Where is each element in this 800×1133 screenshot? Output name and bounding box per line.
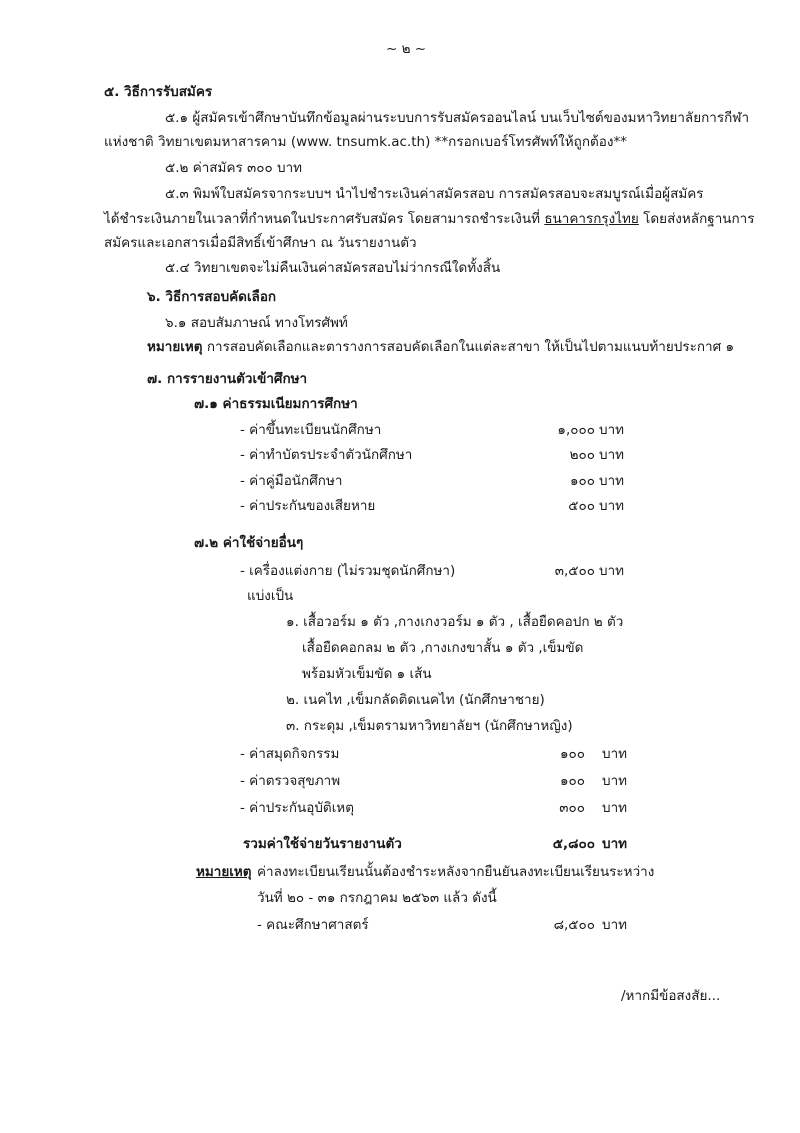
continuation-text: /หากมีข้อสงสัย...	[621, 988, 721, 1004]
bank-name: ธนาคารกรุงไทย	[544, 211, 639, 227]
fee-amount: ๑๐๐	[569, 473, 595, 489]
other-unit: บาท	[602, 746, 628, 762]
fee-unit: บาท	[599, 498, 625, 514]
fee-unit: บาท	[599, 473, 625, 489]
other-expenses-heading: ๗.๒ ค่าใช้จ่ายอื่นๆ	[194, 535, 304, 551]
s7-note-line2: วันที่ ๒๐ - ๓๑ กรกฎาคม ๒๕๖๓ แล้ว ดังนี้	[257, 890, 497, 906]
s7-note-label: หมายเหตุ	[196, 864, 252, 880]
total-label: รวมค่าใช้จ่ายวันรายงานตัว	[243, 836, 402, 852]
s7-note-line1: ค่าลงทะเบียนเรียนนั้นต้องชำระหลังจากยืนยันลงทะเบียนเรียนระหว่าง	[257, 864, 655, 880]
total-amount: ๕,๘๐๐	[552, 836, 595, 852]
fees-heading: ๗.๑ ค่าธรรมเนียมการศึกษา	[194, 396, 358, 412]
split-label: แบ่งเป็น	[247, 588, 294, 604]
s5-item3-line2-b: โดยส่งหลักฐานการ	[638, 211, 755, 227]
section-7-heading: ๗. การรายงานตัวเข้าศึกษา	[147, 371, 308, 387]
fee-amount: ๑,๐๐๐	[557, 422, 595, 438]
section-6-heading: ๖. วิธีการสอบคัดเลือก	[147, 289, 277, 305]
s5-item2: ๕.๒ ค่าสมัคร ๓๐๐ บาท	[165, 160, 303, 176]
s5-item3-line2	[104, 207, 755, 229]
fee-amount: ๒๐๐	[569, 447, 595, 463]
s5-item3-line1: ๕.๓ พิมพ์ใบสมัครจากระบบฯ นำไปชำระเงินค่าสมัครสอบ การสมัครสอบจะสมบูรณ์เมื่อผู้สมัคร	[165, 186, 704, 202]
fee-label: - ค่าประกันของเสียหาย	[240, 498, 376, 514]
s6-note	[147, 335, 734, 357]
other-unit: บาท	[602, 800, 628, 816]
uniform-sub2: ๒. เนคไท ,เข็มกลัดติดเนคไท (นักศึกษาชาย)	[286, 692, 545, 708]
fee-label: - ค่าขึ้นทะเบียนนักศึกษา	[240, 422, 382, 438]
fee-amount: ๕๐๐	[568, 498, 595, 514]
s5-item3-line3: สมัครและเอกสารเมื่อมีสิทธิ์เข้าศึกษา ณ วันรายงานตัว	[104, 235, 417, 251]
s6-note-label: หมายเหตุ	[147, 339, 203, 355]
section-5-heading: ๕. วิธีการรับสมัคร	[104, 84, 213, 100]
faculty-label: - คณะศึกษาศาสตร์	[257, 917, 369, 933]
total-unit: บาท	[602, 836, 628, 852]
uniform-sub1-line3: พร้อมหัวเข็มขัด ๑ เส้น	[302, 666, 432, 682]
s5-item4: ๕.๔ วิทยาเขตจะไม่คืนเงินค่าสมัครสอบไม่ว่ากรณีใดทั้งสิ้น	[165, 260, 501, 276]
fee-unit: บาท	[599, 447, 625, 463]
fee-label: - ค่าคู่มือนักศึกษา	[240, 473, 343, 489]
s6-note-text: การสอบคัดเลือกและตารางการสอบคัดเลือกในแต่ละสาขา ให้เป็นไปตามแนบท้ายประกาศ ๑	[206, 339, 735, 355]
uniform-sub1-line1: ๑. เสื้อวอร์ม ๑ ตัว ,กางเกงวอร์ม ๑ ตัว , เสื้อยืดคอปก ๒ ตัว	[286, 614, 624, 630]
other-label: - ค่าสมุดกิจกรรม	[240, 746, 340, 762]
uniform-unit: บาท	[599, 563, 625, 579]
s5-item3-line2-a: ได้ชำระเงินภายในเวลาที่กำหนดในประกาศรับสมัคร โดยสามารถชำระเงินที่	[104, 211, 545, 227]
s5-item1-line1: ๕.๑ ผู้สมัครเข้าศึกษาบันทึกข้อมูลผ่านระบบการรับสมัครออนไลน์ บนเว็บไซต์ของมหาวิทยาลัยการกีฬา	[165, 110, 750, 126]
faculty-unit: บาท	[602, 917, 628, 933]
fee-unit: บาท	[599, 422, 625, 438]
other-label: - ค่าประกันอุบัติเหตุ	[240, 800, 354, 816]
other-amount: ๑๐๐	[559, 773, 585, 789]
s5-item1-line2: แห่งชาติ วิทยาเขตมหาสารคาม (www. tnsumk.ac.th) **กรอกเบอร์โทรศัพท์ให้ถูกต้อง**	[104, 134, 627, 150]
other-amount: ๑๐๐	[559, 746, 585, 762]
uniform-label: - เครื่องแต่งกาย (ไม่รวมชุดนักศึกษา)	[240, 563, 456, 579]
other-label: - ค่าตรวจสุขภาพ	[240, 773, 341, 789]
other-amount: ๓๐๐	[559, 800, 585, 816]
other-unit: บาท	[602, 773, 628, 789]
fee-label: - ค่าทำบัตรประจำตัวนักศึกษา	[240, 447, 413, 463]
uniform-sub3: ๓. กระดุม ,เข็มตรามหาวิทยาลัยฯ (นักศึกษาหญิง)	[286, 718, 573, 734]
page-number: ~ ๒ ~	[386, 41, 427, 57]
faculty-amount: ๘,๕๐๐	[553, 917, 595, 933]
uniform-sub1-line2: เสื้อยืดคอกลม ๒ ตัว ,กางเกงขาสั้น ๑ ตัว ,เข็มขัด	[302, 640, 584, 656]
uniform-amount: ๓,๕๐๐	[554, 563, 595, 579]
s6-item1: ๖.๑ สอบสัมภาษณ์ ทางโทรศัพท์	[165, 315, 348, 331]
